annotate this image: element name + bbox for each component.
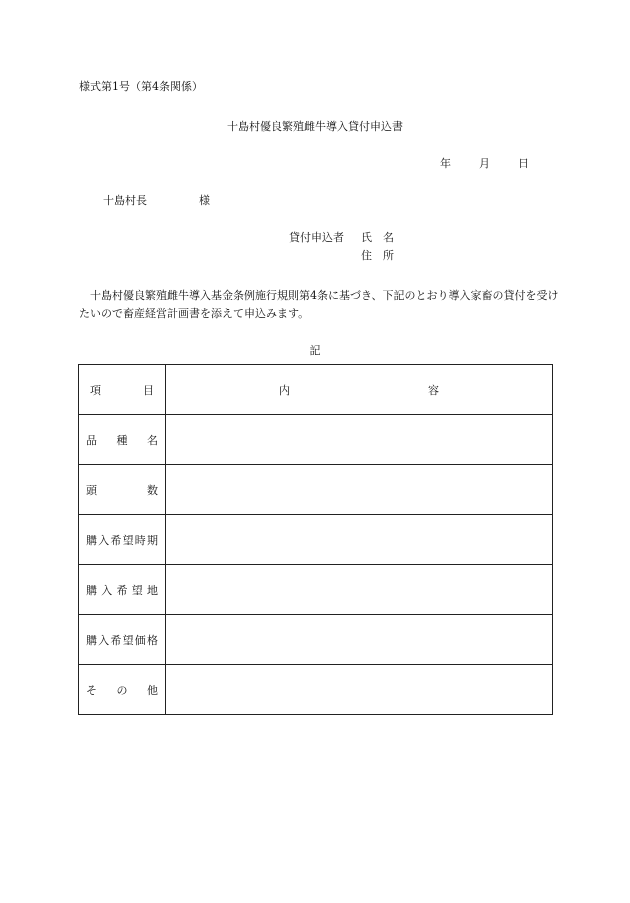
table-row <box>79 615 553 665</box>
table-row <box>79 665 553 715</box>
day-label: 日 <box>518 157 529 170</box>
month-label: 月 <box>479 157 490 170</box>
addressee-name: 十島村長 <box>103 194 147 207</box>
row-label-cell <box>79 515 166 565</box>
row-content-field[interactable] <box>166 415 553 465</box>
row-label-cell <box>79 665 166 715</box>
table-header-row <box>79 365 553 415</box>
table-row <box>79 465 553 515</box>
row-content-field[interactable] <box>166 565 553 615</box>
date-line <box>440 157 529 171</box>
row-label-cell <box>79 565 166 615</box>
table-row <box>79 415 553 465</box>
row-label: 購入希望地 <box>86 583 158 597</box>
document-title: 十島村優良繁殖雌牛導入貸付申込書 <box>227 120 403 133</box>
applicant-name-label: 氏 名 <box>361 231 394 244</box>
form-number: 様式第1号（第4条関係） <box>79 80 203 93</box>
header-content-cell <box>166 365 553 415</box>
row-label-cell <box>79 415 166 465</box>
applicant-address-label: 住 所 <box>361 249 394 262</box>
row-label: その他 <box>86 683 158 697</box>
row-label: 購入希望価格 <box>86 633 158 647</box>
row-content-field[interactable] <box>166 515 553 565</box>
ki-heading: 記 <box>309 344 321 357</box>
row-label: 頭数 <box>86 483 158 497</box>
applicant-label: 貸付申込者 <box>289 231 344 244</box>
table-row <box>79 565 553 615</box>
row-label-cell <box>79 465 166 515</box>
table-row <box>79 515 553 565</box>
row-content-field[interactable] <box>166 465 553 515</box>
row-label: 品種名 <box>86 433 158 447</box>
addressee-honorific: 様 <box>199 194 210 207</box>
row-label: 購入希望時期 <box>86 533 158 547</box>
header-item-cell <box>79 365 166 415</box>
header-item-label: 項目 <box>90 383 154 397</box>
row-label-cell <box>79 615 166 665</box>
application-body-text: 十島村優良繁殖雌牛導入基金条例施行規則第4条に基づき、下記のとおり導入家畜の貸付を受けたいので畜産経営計画書を添えて申込みます。 <box>79 289 559 320</box>
row-content-field[interactable] <box>166 615 553 665</box>
year-label: 年 <box>440 157 451 170</box>
addressee <box>103 194 210 208</box>
application-detail-table <box>78 364 553 715</box>
row-content-field[interactable] <box>166 665 553 715</box>
header-content-label: 内容 <box>279 383 439 397</box>
